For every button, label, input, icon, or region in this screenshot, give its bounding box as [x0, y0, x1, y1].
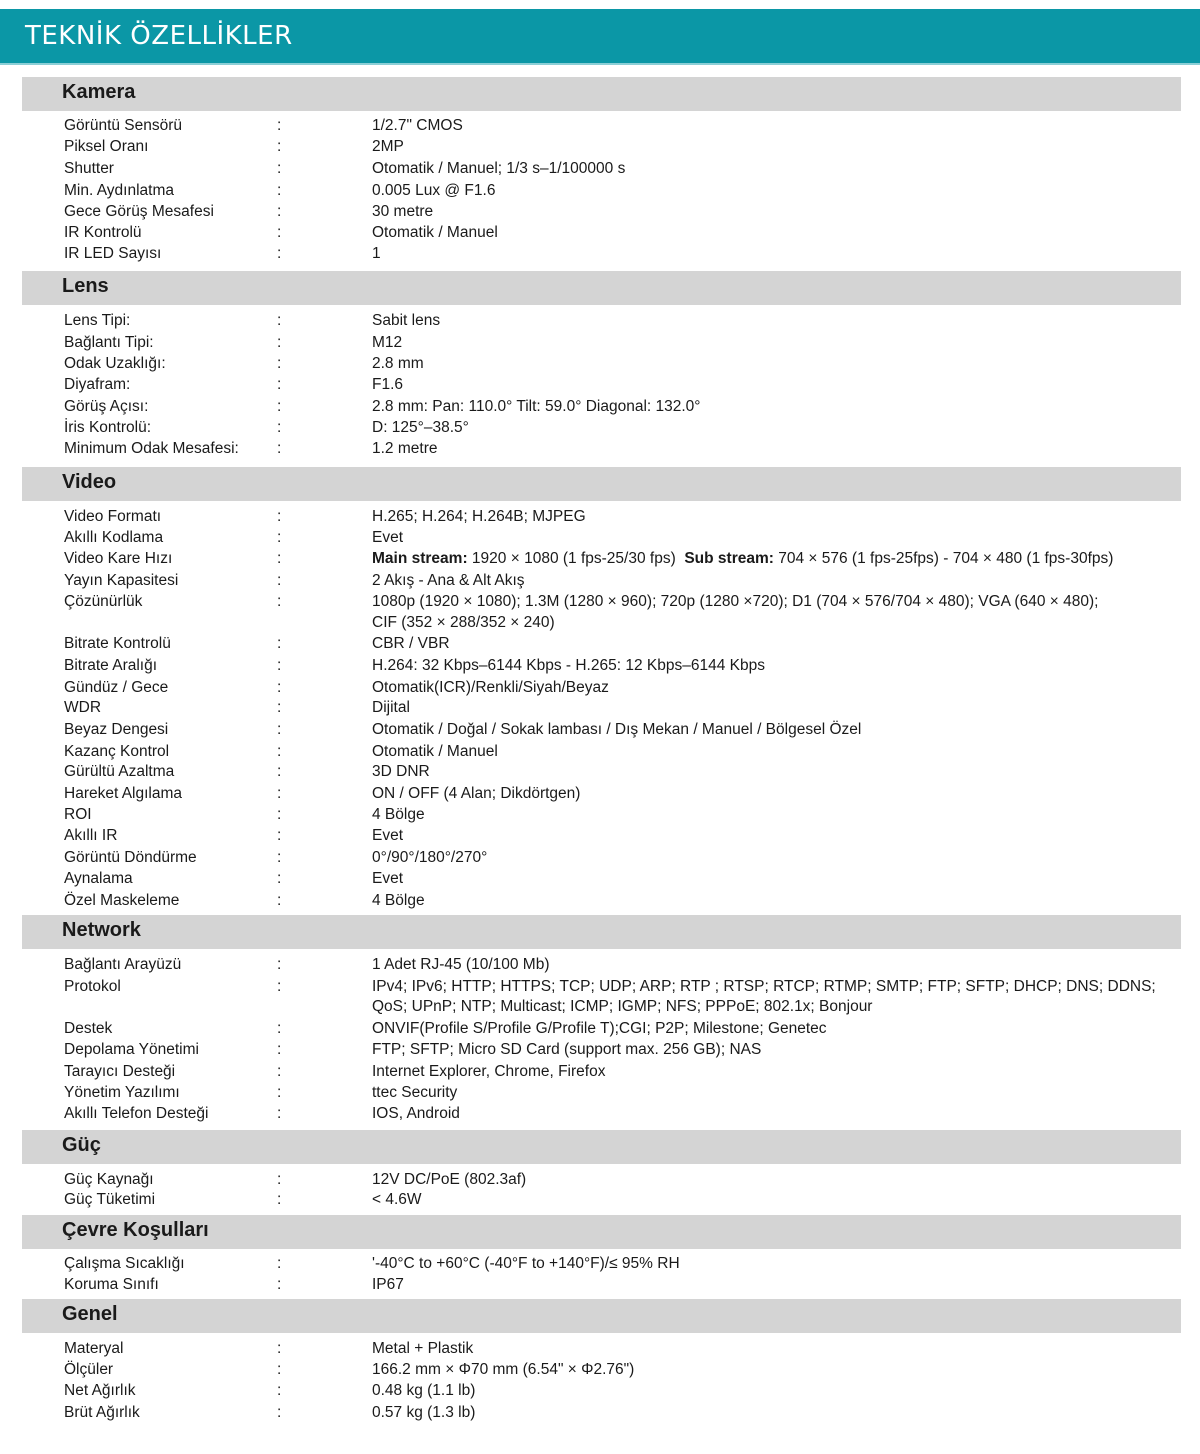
spec-label: Akıllı Kodlama — [64, 529, 164, 546]
separator-colon: : — [277, 440, 282, 457]
separator-colon: : — [277, 635, 282, 652]
spec-label: İris Kontrolü: — [64, 419, 152, 436]
spec-label: Bağlantı Tipi: — [64, 334, 154, 351]
spec-label: Hareket Algılama — [64, 785, 183, 802]
top-margin — [0, 0, 1200, 9]
spec-value: F1.6 — [372, 376, 404, 393]
section-header-video — [22, 467, 1181, 501]
separator-colon: : — [277, 1404, 282, 1421]
spec-value: ONVIF(Profile S/Profile G/Profile T);CGI; P2P; Milestone; Genetec — [372, 1020, 827, 1037]
spec-value: CBR / VBR — [372, 635, 450, 652]
separator-colon: : — [277, 224, 282, 241]
section-header-genel — [22, 1299, 1181, 1333]
spec-value: 1/2.7" CMOS — [372, 117, 463, 134]
spec-label: Görüntü Döndürme — [64, 849, 197, 866]
value-bold-label: Sub stream: — [684, 550, 774, 567]
separator-colon: : — [277, 203, 282, 220]
separator-colon: : — [277, 160, 282, 177]
spec-label: WDR — [64, 699, 102, 716]
spec-value: Otomatik / Manuel; 1/3 s–1/100000 s — [372, 160, 626, 177]
separator-colon: : — [277, 721, 282, 738]
spec-label: Gece Görüş Mesafesi — [64, 203, 214, 220]
separator-colon: : — [277, 138, 282, 155]
spec-label: Tarayıcı Desteği — [64, 1063, 176, 1080]
spec-label: Görüntü Sensörü — [64, 117, 183, 134]
spec-label: Net Ağırlık — [64, 1382, 136, 1399]
separator-colon: : — [277, 398, 282, 415]
spec-value: 0°/90°/180°/270° — [372, 849, 488, 866]
separator-colon: : — [277, 978, 282, 995]
spec-value: 4 Bölge — [372, 806, 425, 823]
separator-colon: : — [277, 419, 282, 436]
separator-colon: : — [277, 785, 282, 802]
separator-colon: : — [277, 550, 282, 567]
spec-label: Lens Tipi: — [64, 312, 131, 329]
spec-label: Çalışma Sıcaklığı — [64, 1255, 185, 1272]
spec-label: Kazanç Kontrol — [64, 743, 170, 760]
separator-colon: : — [277, 870, 282, 887]
separator-colon: : — [277, 679, 282, 696]
spec-label: Güç Tüketimi — [64, 1191, 156, 1208]
separator-colon: : — [277, 1276, 282, 1293]
spec-value — [372, 548, 1113, 569]
spec-value: 4 Bölge — [372, 892, 425, 909]
separator-colon: : — [277, 1084, 282, 1101]
separator-colon: : — [277, 763, 282, 780]
separator-colon: : — [277, 312, 282, 329]
section-title: Çevre Koşulları — [62, 1219, 209, 1241]
spec-value: 3D DNR — [372, 763, 430, 780]
separator-colon: : — [277, 806, 282, 823]
value-text: 704 × 576 (1 fps-25fps) - 704 × 480 (1 fps-30fps) — [773, 550, 1114, 567]
spec-label: Minimum Odak Mesafesi: — [64, 440, 239, 457]
spec-value: Evet — [372, 827, 404, 844]
spec-value: FTP; SFTP; Micro SD Card (support max. 256 GB); NAS — [372, 1041, 762, 1058]
spec-value: 2 Akış - Ana & Alt Akış — [372, 572, 525, 589]
separator-colon: : — [277, 1171, 282, 1188]
spec-label: Gündüz / Gece — [64, 679, 169, 696]
spec-label: Koruma Sınıfı — [64, 1276, 159, 1293]
spec-value: < 4.6W — [372, 1191, 422, 1208]
section-title: Lens — [62, 275, 109, 297]
separator-colon: : — [277, 1105, 282, 1122]
spec-label: IR Kontrolü — [64, 224, 142, 241]
spec-value: IPv4; IPv6; HTTP; HTTPS; TCP; UDP; ARP; RTP ; RTSP; RTCP; RTMP; SMTP; FTP; SFTP; DHCP; DNS; DDNS; — [372, 978, 1156, 995]
section-header-kamera — [22, 77, 1181, 111]
separator-colon: : — [277, 892, 282, 909]
spec-label: Yönetim Yazılımı — [64, 1084, 180, 1101]
spec-label: Min. Aydınlatma — [64, 182, 174, 199]
separator-colon: : — [277, 657, 282, 674]
spec-label: Bitrate Kontrolü — [64, 635, 171, 652]
spec-label: Depolama Yönetimi — [64, 1041, 199, 1058]
separator-colon: : — [277, 827, 282, 844]
separator-colon: : — [277, 572, 282, 589]
spec-label: Akıllı Telefon Desteği — [64, 1105, 209, 1122]
spec-label: Brüt Ağırlık — [64, 1404, 140, 1421]
spec-value-continued: CIF (352 × 288/352 × 240) — [372, 614, 555, 631]
spec-value: 2.8 mm — [372, 355, 424, 372]
spec-label: Piksel Oranı — [64, 138, 149, 155]
spec-value: 0.005 Lux @ F1.6 — [372, 182, 496, 199]
spec-value: M12 — [372, 334, 403, 351]
spec-label: Beyaz Dengesi — [64, 721, 169, 738]
spec-label: Protokol — [64, 978, 121, 995]
spec-label: Aynalama — [64, 870, 133, 887]
separator-colon: : — [277, 245, 282, 262]
spec-label: Video Formatı — [64, 508, 162, 525]
spec-value: 1080p (1920 × 1080); 1.3M (1280 × 960); 720p (1280 ×720); D1 (704 × 576/704 × 480); VGA (640 × 480); — [372, 593, 1099, 610]
spec-label: Odak Uzaklığı: — [64, 355, 166, 372]
spec-value: 0.48 kg (1.1 lb) — [372, 1382, 476, 1399]
spec-label: Ölçüler — [64, 1361, 114, 1378]
separator-colon: : — [277, 849, 282, 866]
spec-value: Otomatik(ICR)/Renkli/Siyah/Beyaz — [372, 679, 609, 696]
spec-label: Güç Kaynağı — [64, 1171, 154, 1188]
spec-value: ON / OFF (4 Alan; Dikdörtgen) — [372, 785, 581, 802]
section-header-cevre — [22, 1215, 1181, 1249]
spec-value: H.265; H.264; H.264B; MJPEG — [372, 508, 586, 525]
spec-label: Çözünürlük — [64, 593, 143, 610]
spec-value: Internet Explorer, Chrome, Firefox — [372, 1063, 606, 1080]
separator-colon: : — [277, 1191, 282, 1208]
spec-value: 166.2 mm × Φ70 mm (6.54" × Φ2.76") — [372, 1361, 635, 1378]
spec-value: 1.2 metre — [372, 440, 438, 457]
spec-label: Diyafram: — [64, 376, 131, 393]
separator-colon: : — [277, 376, 282, 393]
page-title: TEKNİK ÖZELLİKLER — [25, 21, 293, 51]
spec-value: Sabit lens — [372, 312, 441, 329]
separator-colon: : — [277, 593, 282, 610]
spec-label: Bitrate Aralığı — [64, 657, 158, 674]
spec-label: Akıllı IR — [64, 827, 118, 844]
separator-colon: : — [277, 743, 282, 760]
section-title: Güç — [62, 1134, 101, 1156]
spec-value: 12V DC/PoE (802.3af) — [372, 1171, 527, 1188]
separator-colon: : — [277, 1020, 282, 1037]
separator-colon: : — [277, 334, 282, 351]
spec-value: D: 125°–38.5° — [372, 419, 469, 436]
spec-label: ROI — [64, 806, 92, 823]
spec-value: Metal + Plastik — [372, 1340, 474, 1357]
separator-colon: : — [277, 956, 282, 973]
separator-colon: : — [277, 1382, 282, 1399]
spec-value: 0.57 kg (1.3 lb) — [372, 1404, 476, 1421]
separator-colon: : — [277, 508, 282, 525]
separator-colon: : — [277, 1063, 282, 1080]
spec-label: Özel Maskeleme — [64, 892, 180, 909]
spec-value: Otomatik / Doğal / Sokak lambası / Dış Mekan / Manuel / Bölgesel Özel — [372, 721, 862, 738]
spec-label: Destek — [64, 1020, 113, 1037]
spec-label: Shutter — [64, 160, 114, 177]
spec-label: Görüş Açısı: — [64, 398, 149, 415]
spec-value-continued: QoS; UPnP; NTP; Multicast; ICMP; IGMP; NFS; PPPoE; 802.1x; Bonjour — [372, 998, 873, 1015]
spec-value: IP67 — [372, 1276, 404, 1293]
spec-value: 2MP — [372, 138, 404, 155]
separator-colon: : — [277, 182, 282, 199]
spec-value: H.264: 32 Kbps–6144 Kbps - H.265: 12 Kbps–6144 Kbps — [372, 657, 765, 674]
spec-value: Dijital — [372, 699, 410, 716]
spec-value: 1 — [372, 245, 381, 262]
value-text: 1920 × 1080 (1 fps-25/30 fps) — [467, 550, 685, 567]
section-title: Network — [62, 919, 141, 941]
spec-label: IR LED Sayısı — [64, 245, 162, 262]
separator-colon: : — [277, 699, 282, 716]
spec-value: Evet — [372, 529, 404, 546]
spec-label: Bağlantı Arayüzü — [64, 956, 182, 973]
section-header-guc — [22, 1130, 1181, 1164]
spec-label: Yayın Kapasitesi — [64, 572, 179, 589]
header-banner — [0, 9, 1200, 65]
spec-label: Video Kare Hızı — [64, 550, 173, 567]
spec-value: Otomatik / Manuel — [372, 224, 498, 241]
separator-colon: : — [277, 117, 282, 134]
spec-value: ttec Security — [372, 1084, 458, 1101]
separator-colon: : — [277, 1255, 282, 1272]
separator-colon: : — [277, 355, 282, 372]
separator-colon: : — [277, 1340, 282, 1357]
spec-value: Otomatik / Manuel — [372, 743, 498, 760]
spec-value: 1 Adet RJ-45 (10/100 Mb) — [372, 956, 550, 973]
spec-label: Materyal — [64, 1340, 124, 1357]
spec-value: IOS, Android — [372, 1105, 460, 1122]
section-header-network — [22, 915, 1181, 949]
spec-value: '-40°C to +60°C (-40°F to +140°F)/≤ 95% RH — [372, 1255, 680, 1272]
section-title: Kamera — [62, 81, 136, 103]
section-title: Video — [62, 471, 117, 493]
section-title: Genel — [62, 1303, 118, 1325]
spec-label: Gürültü Azaltma — [64, 763, 175, 780]
spec-value: Evet — [372, 870, 404, 887]
section-header-lens — [22, 271, 1181, 305]
value-bold-label: Main stream: — [372, 550, 468, 567]
separator-colon: : — [277, 1041, 282, 1058]
separator-colon: : — [277, 529, 282, 546]
spec-value: 2.8 mm: Pan: 110.0° Tilt: 59.0° Diagonal: 132.0° — [372, 398, 701, 415]
spec-value: 30 metre — [372, 203, 434, 220]
separator-colon: : — [277, 1361, 282, 1378]
